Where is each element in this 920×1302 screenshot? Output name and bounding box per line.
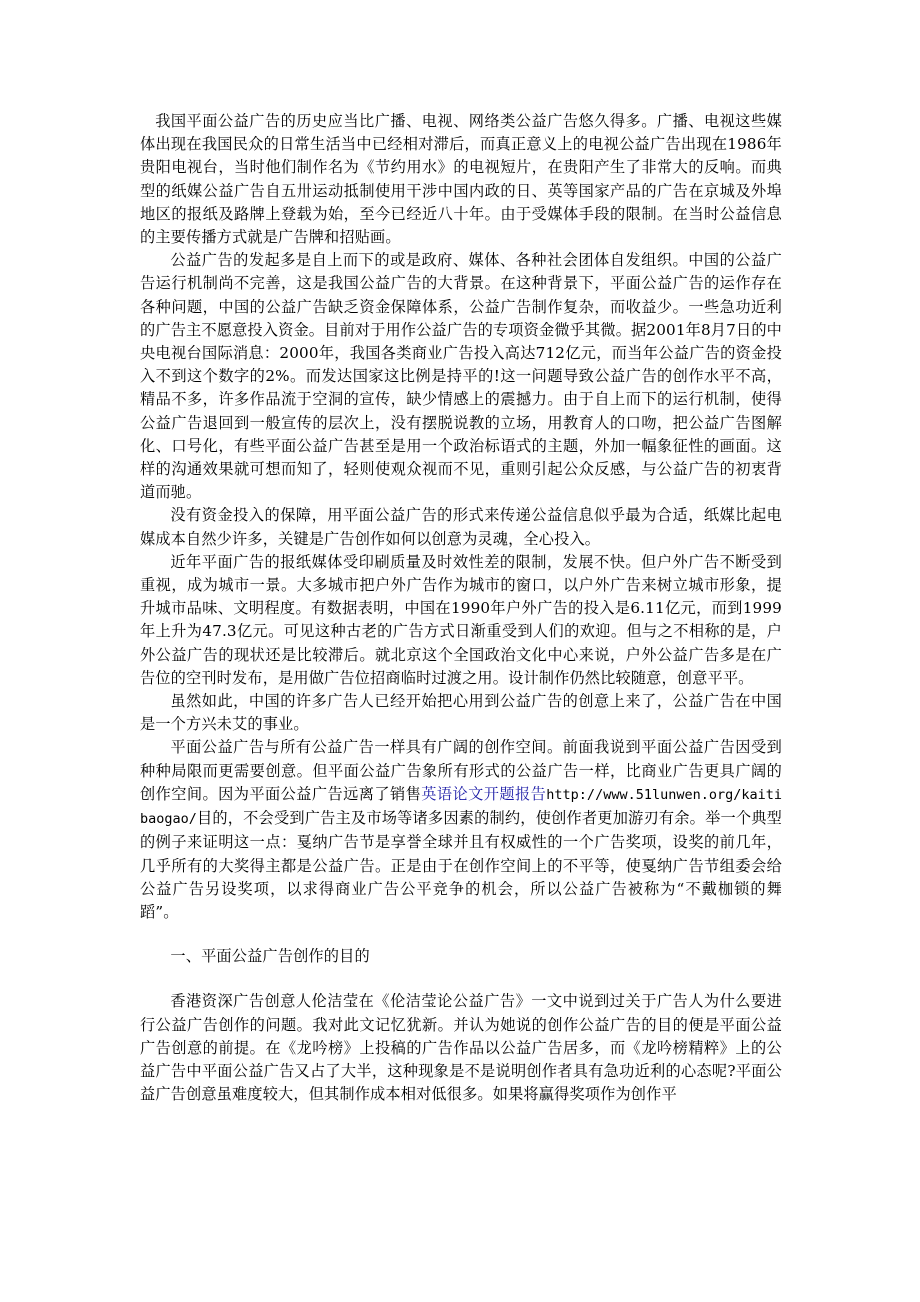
- paragraph-creative-space-after: 目的，不会受到广告主及市场等诸多因素的制约，使创作者更加游刃有余。举一个典型的例子来证明这一点：戛纳广告节是享誉全球并且有权威性的一个广告奖项，设奖的前几年，几乎所有的大奖得主都是公益广告。正是由于在创作空间上的不平等，使戛纳广告节组委会给公益广告另设奖项，以求得商业广告公平竞争的机会，所以公益广告被称为“不戴枷锁的舞蹈”。: [140, 809, 782, 921]
- paragraph-background: 公益广告的发起多是自上而下的或是政府、媒体、各种社会团体自发组织。中国的公益广告运行机制尚不完善，这是我国公益广告的大背景。在这种背景下，平面公益广告的运作存在各种问题，中国的公益广告缺乏资金保障体系，公益广告制作复杂，而收益少。一些急功近利的广告主不愿意投入资金。目前对于用作公益广告的专项资金微乎其微。据2001年8月7日的中央电视台国际消息：2000年，我国各类商业广告投入高达712亿元，而当年公益广告的资金投入不到这个数字的2%。而发达国家这比例是持平的!这一问题导致公益广告的创作水平不高，精品不多，许多作品流于空洞的宣传，缺少情感上的震撼力。由于自上而下的运行机制，使得公益广告退回到一般宣传的层次上，没有摆脱说教的立场，用教育人的口吻，把公益广告图解化、口号化，有些平面公益广告甚至是用一个政治标语式的主题，外加一幅象征性的画面。这样的沟通效果就可想而知了，轻则使观众视而不见，重则引起公众反感，与公益广告的初衷背道而驰。: [140, 251, 782, 502]
- paragraph-creative-space-before: 平面公益广告与所有公益广告一样具有广阔的创作空间。前面我说到平面公益广告因受到种种局限而更需要创意。但平面公益广告象所有形式的公益广告一样，比商业广告更具广阔的创作空间。因为平面公益广告远离了销售: [140, 738, 782, 803]
- section-heading: 一、平面公益广告创作的目的: [170, 947, 370, 966]
- document-body: [140, 110, 782, 1106]
- paragraph-outdoor: 近年平面广告的报纸媒体受印刷质量及时效性差的限制，发展不快。但户外广告不断受到重视，成为城市一景。大多城市把户外广告作为城市的窗口，以户外广告来树立城市形象，提升城市品味、文明程度。有数据表明，中国在1990年户外广告的投入是6.11亿元，而到1999年上升为47.3亿元。可见这种古老的广告方式日渐重受到人们的欢迎。但与之不相称的是，户外公益广告的现状还是比较滞后。就北京这个全国政治文化中心来说，户外公益广告多是在广告位的空刊时发布，是用做广告位招商临时过渡之用。设计制作仍然比较随意，创意平平。: [140, 552, 782, 687]
- thesis-proposal-link[interactable]: 英语论文开题报告: [421, 784, 547, 803]
- source-url: http://www.51lunwen.org/kaitibaogao/: [140, 786, 782, 828]
- paragraph-prospect: 虽然如此，中国的许多广告人已经开始把心用到公益广告的创意上来了，公益广告在中国是一个方兴未艾的事业。: [140, 692, 782, 734]
- paragraph-purpose: 香港资深广告创意人伦洁莹在《伦洁莹论公益广告》一文中说到过关于广告人为什么要进行公益广告创作的问题。我对此文记忆犹新。并认为她说的创作公益广告的目的便是平面公益广告创意的前提。在《龙吟榜》上投稿的广告作品以公益广告居多，而《龙吟榜精粹》上的公益广告中平面公益广告又占了大半，这种现象是不是说明创作者具有急功近利的心态呢?平面公益广告创意虽难度较大，但其制作成本相对低很多。如果将赢得奖项作为创作平: [140, 992, 782, 1104]
- paragraph-creative-space: [140, 736, 782, 924]
- paragraph-history: 我国平面公益广告的历史应当比广播、电视、网络类公益广告悠久得多。广播、电视这些媒体出现在我国民众的日常生活当中已经相对滞后，而真正意义上的电视公益广告出现在1986年贵阳电视台，当时他们制作名为《节约用水》的电视短片，在贵阳产生了非常大的反响。而典型的纸媒公益广告自五卅运动抵制使用干涉中国内政的日、英等国家产品的广告在京城及外埠地区的报纸及路牌上登载为始，至今已经近八十年。由于受媒体手段的限制。在当时公益信息的主要传播方式就是广告牌和招贴画。: [140, 112, 782, 247]
- paragraph-funding: 没有资金投入的保障，用平面公益广告的形式来传递公益信息似乎最为合适，纸媒比起电媒成本自然少许多，关键是广告创作如何以创意为灵魂，全心投入。: [140, 506, 782, 548]
